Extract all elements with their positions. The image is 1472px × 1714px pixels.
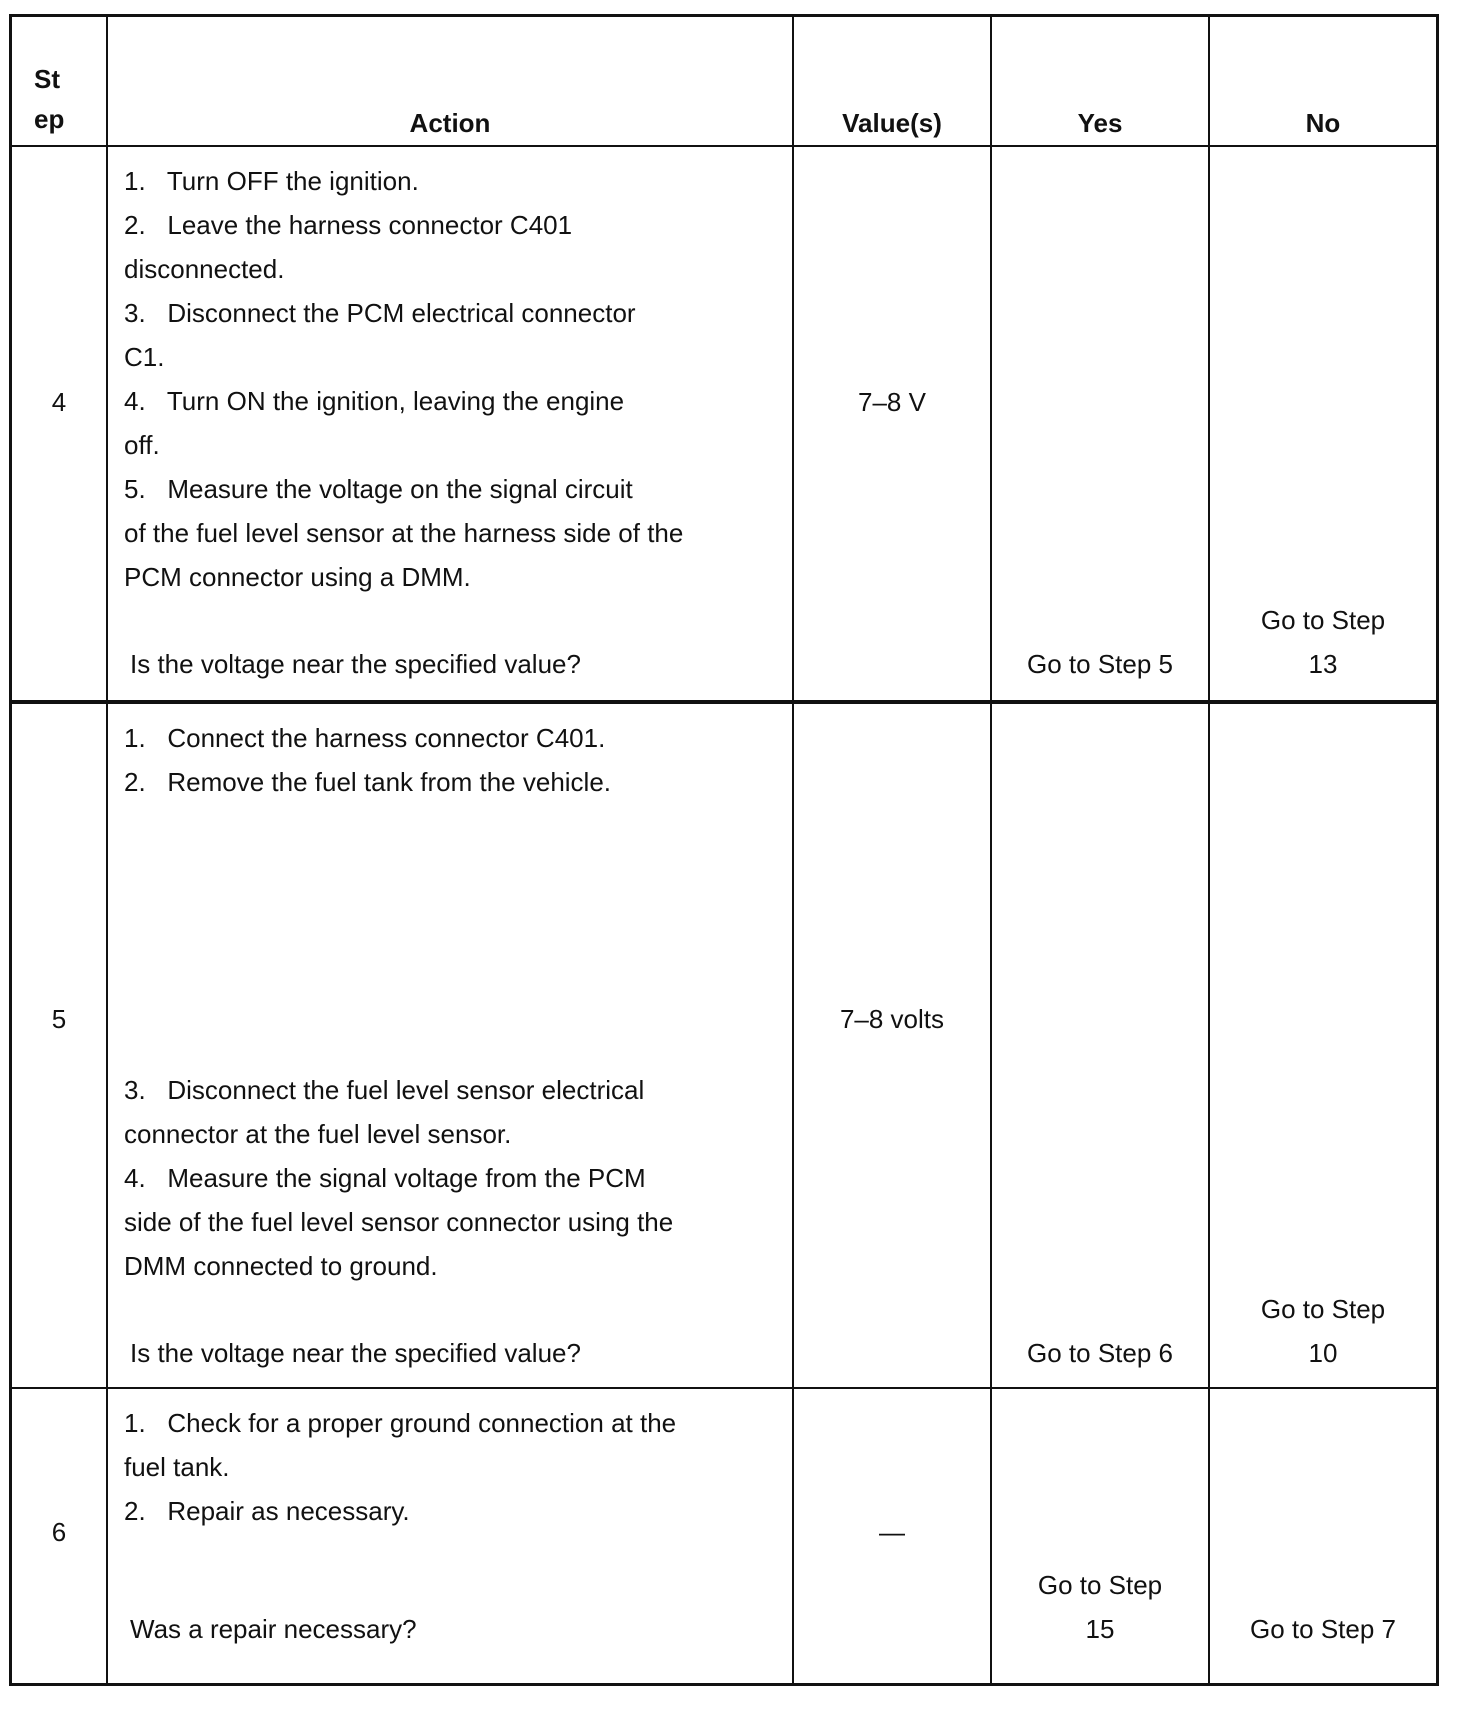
action-list	[124, 159, 782, 599]
question-text: Was a repair necessary?	[130, 1614, 417, 1644]
step-5-action-cell	[108, 704, 794, 1389]
step-4-no-cell	[1210, 147, 1436, 704]
step-6-no-cell	[1210, 1389, 1436, 1683]
action-line: 1. Turn OFF the ignition.	[124, 166, 419, 196]
yes-action: Go to Step 6	[1027, 1338, 1173, 1368]
value-text: 7–8 V	[858, 387, 926, 417]
action-line: fuel tank.	[124, 1452, 230, 1482]
step-5-no-cell	[1210, 704, 1436, 1389]
header-values-cell	[794, 17, 992, 147]
header-yes: Yes	[1077, 108, 1123, 138]
no-action: Go to Step 7	[1250, 1614, 1396, 1644]
action-line: 1. Connect the harness connector C401.	[124, 723, 606, 753]
no-action-line1: Go to Step	[1260, 1294, 1386, 1324]
yes-action: Go to Step 5	[1027, 649, 1173, 679]
no-action-line2: 10	[1308, 1338, 1338, 1368]
action-line: disconnected.	[124, 254, 285, 284]
action-line: 5. Measure the voltage on the signal circuit	[124, 474, 633, 504]
header-yes-cell	[992, 17, 1210, 147]
action-line: 3. Disconnect the fuel level sensor electrical	[124, 1075, 645, 1105]
no-action-line1: Go to Step	[1260, 605, 1386, 635]
step-4-cell	[12, 147, 108, 704]
step-6-value-cell	[794, 1389, 992, 1683]
action-list-top	[124, 716, 782, 804]
step-4-action-cell	[108, 147, 794, 704]
header-step-line2: ep	[34, 104, 65, 134]
step-6-action-cell	[108, 1389, 794, 1683]
value-text: —	[879, 1517, 905, 1547]
action-line: 2. Leave the harness connector C401	[124, 210, 573, 240]
step-5-cell	[12, 704, 108, 1389]
action-line: off.	[124, 430, 160, 460]
value-text: 7–8 volts	[839, 1004, 945, 1034]
step-5-yes-cell	[992, 704, 1210, 1389]
header-step-line1: St	[34, 64, 60, 94]
action-line: connector at the fuel level sensor.	[124, 1119, 512, 1149]
header-step-cell	[12, 17, 108, 147]
header-action: Action	[409, 108, 491, 138]
action-line: 3. Disconnect the PCM electrical connector	[124, 298, 636, 328]
diagnostic-table	[9, 14, 1439, 1686]
header-action-cell	[108, 17, 794, 147]
yes-action-line1: Go to Step	[1037, 1570, 1163, 1600]
action-line: 1. Check for a proper ground connection at the	[124, 1408, 677, 1438]
step-6-yes-cell	[992, 1389, 1210, 1683]
header-no-cell	[1210, 17, 1436, 147]
question-text: Is the voltage near the specified value?	[130, 1338, 581, 1368]
step-4-yes-cell	[992, 147, 1210, 704]
step-5-value-cell	[794, 704, 992, 1389]
step-number: 6	[51, 1517, 67, 1547]
action-line: 2. Repair as necessary.	[124, 1496, 410, 1526]
header-values: Value(s)	[842, 108, 942, 138]
step-6-cell	[12, 1389, 108, 1683]
action-line: 4. Turn ON the ignition, leaving the engine	[124, 386, 625, 416]
action-line: DMM connected to ground.	[124, 1251, 438, 1281]
action-line: of the fuel level sensor at the harness side of the	[124, 518, 684, 548]
action-line: side of the fuel level sensor connector using the	[124, 1207, 674, 1237]
step-4-value-cell	[794, 147, 992, 704]
no-action-line2: 13	[1308, 649, 1338, 679]
step-number: 5	[51, 1004, 67, 1034]
action-list-bottom	[124, 1068, 782, 1288]
action-line: 4. Measure the signal voltage from the PCM	[124, 1163, 646, 1193]
question-text: Is the voltage near the specified value?	[130, 649, 581, 679]
header-no: No	[1305, 108, 1341, 138]
action-line: PCM connector using a DMM.	[124, 562, 471, 592]
action-line: 2. Remove the fuel tank from the vehicle.	[124, 767, 612, 797]
action-line: C1.	[124, 342, 165, 372]
yes-action-line2: 15	[1085, 1614, 1115, 1644]
action-list	[124, 1401, 782, 1533]
step-number: 4	[51, 387, 67, 417]
